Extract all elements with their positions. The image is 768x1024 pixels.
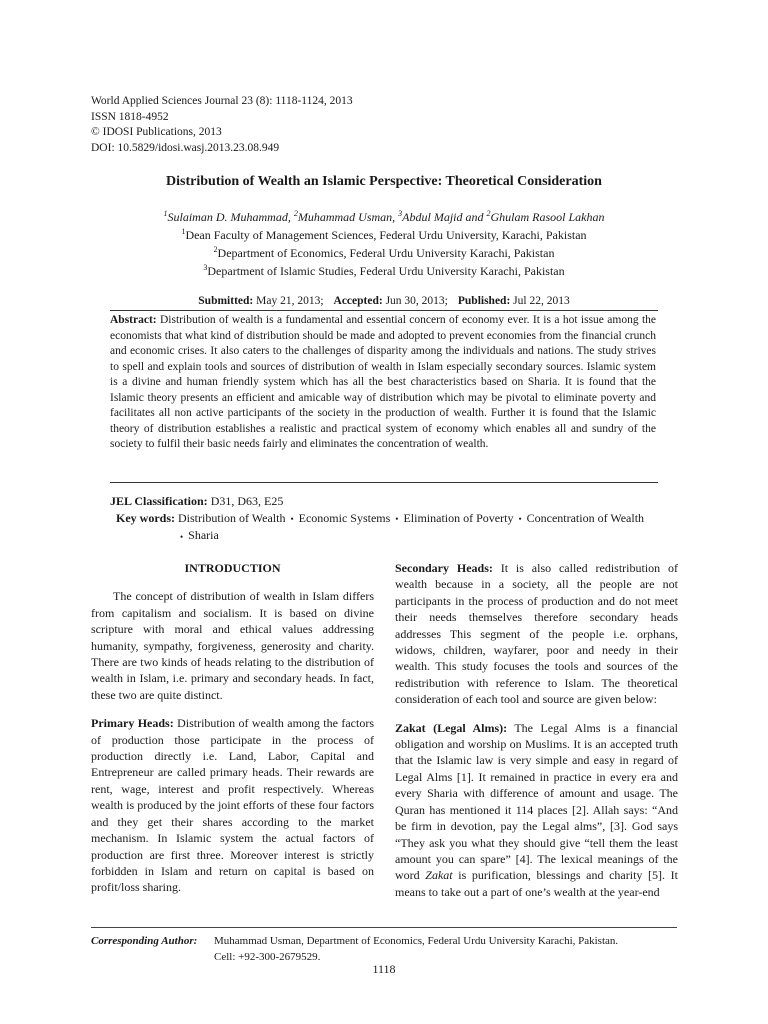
keyword: Economic Systems: [298, 511, 391, 525]
keyword: Distribution of Wealth: [178, 511, 286, 525]
abstract: [110, 313, 656, 453]
primary-heads-text: Distribution of wealth among the factors of production those participate in the process of production directly i.e. Land, Labor, Capital and Entrepreneur are called primary heads. Their rewards are rent, wage, interest and profit respectively. Whereas wealth is produced by the joint efforts of these four factors and they get their shares according to the market mechanism. In Islamic system the actual factors of production are first three. Moreover interest is strictly forbidden in Islam and return on capital is based on profit/loss sharing.: [91, 716, 374, 895]
published-label: Published:: [457, 295, 511, 307]
author-name: Ghulam Rasool Lakhan: [490, 210, 605, 224]
abstract-bottom-rule: [110, 482, 658, 483]
corresponding-author-label: Corresponding Author:: [91, 935, 198, 947]
secondary-heads-text: It is also called redistribution of wealth because in a society, all the people are not participants in the process of production and do not meet their needs themselves therefore secondary heads addresses This segment of the people i.e. orphans, widows, children, wayfarer, poor and needy in their wealth. This study focuses the tools and sources of the redistribution with reference to Islam. The theoretical consideration of each tool and source are given below:: [395, 561, 679, 707]
published-date: Jul 22, 2013: [510, 295, 570, 307]
affiliation-list: [0, 226, 768, 280]
keyword: Concentration of Wealth: [526, 511, 645, 525]
page-number: 1118: [372, 962, 396, 976]
affiliation-text: Department of Islamic Studies, Federal Urdu University Karachi, Pakistan: [207, 264, 565, 278]
keyword: Sharia: [188, 528, 219, 543]
bullet-icon: •: [518, 514, 522, 525]
bullet-icon: •: [180, 531, 184, 542]
author-sup: 1: [163, 209, 168, 218]
primary-heads-paragraph: [91, 715, 374, 895]
author-sup: 2: [486, 209, 491, 218]
footer-rule: [91, 927, 677, 928]
affiliation-sup: 3: [203, 263, 208, 272]
keywords: [116, 510, 660, 545]
corresponding-author: [91, 933, 619, 963]
zakat-paragraph: [395, 720, 678, 900]
author-name: Abdul Majid and: [402, 210, 487, 224]
affiliation-sup: 2: [213, 245, 218, 254]
zakat-text-continued: is purification, blessings and charity [5]. It means to take out a part of one’s wealth at the year-end: [395, 868, 678, 899]
affiliation: [0, 262, 768, 280]
affiliation-text: Department of Economics, Federal Urdu University Karachi, Pakistan: [217, 246, 555, 260]
affiliation-text: Dean Faculty of Management Sciences, Federal Urdu University, Karachi, Pakistan: [185, 228, 587, 242]
journal-masthead: [91, 94, 353, 156]
journal-copyright: © IDOSI Publications, 2013: [91, 126, 222, 138]
journal-citation: World Applied Sciences Journal 23 (8): 1118-1124, 2013: [91, 95, 353, 107]
author-sup: 3: [398, 209, 403, 218]
corresponding-author-phone: Cell: +92-300-2679529.: [214, 951, 321, 963]
journal-doi: DOI: 10.5829/idosi.wasj.2013.23.08.949: [91, 141, 280, 154]
paper-title: Distribution of Wealth an Islamic Perspective: Theoretical Consideration: [166, 174, 602, 189]
intro-paragraph: The concept of distribution of wealth in Islam differs from capitalism and socialism. It is based on divine scripture with moral and ethical values addressing humanity, sympathy, forgiveness, generosity and charity. There are two kinds of heads relating to the distribution of wealth in Islam, i.e. primary and secondary heads. In fact, these two are quite distinct.: [91, 589, 374, 702]
journal-issn: ISSN 1818-4952: [91, 110, 169, 123]
secondary-heads-paragraph: [395, 560, 678, 708]
submitted-label: Submitted:: [198, 295, 254, 307]
affiliation: [0, 244, 768, 262]
zakat-term: Zakat: [425, 868, 453, 883]
author-name: Muhammad Usman,: [297, 210, 399, 224]
keyword: Elimination of Poverty: [403, 511, 514, 525]
secondary-heads-label: Secondary Heads:: [395, 561, 493, 575]
left-column: [91, 560, 374, 908]
section-heading-introduction: INTRODUCTION: [184, 561, 281, 575]
bullet-icon: •: [395, 514, 399, 525]
right-column: [395, 560, 678, 912]
jel-label: JEL Classification:: [110, 494, 208, 508]
keywords-label: Key words:: [116, 511, 175, 525]
jel-classification: [110, 493, 283, 509]
abstract-label: Abstract:: [110, 314, 157, 326]
bullet-icon: •: [290, 514, 294, 525]
corresponding-author-text: Muhammad Usman, Department of Economics, Federal Urdu University Karachi, Pakistan.: [214, 935, 619, 947]
abstract-top-rule: [110, 310, 658, 311]
submitted-date: May 21, 2013;: [253, 295, 324, 307]
accepted-label: Accepted:: [333, 295, 383, 307]
affiliation: [0, 226, 768, 244]
zakat-text: The Legal Alms is a financial obligation and worship on Muslims. It is an accepted truth that the Islamic law is very simple and easy in regard of Legal Alms [1]. It remained in practice in every era and every Sharia with difference of amount and usage. The Quran has mentioned it 114 places [2]. Allah says: “And be firm in devotion, pay the Legal alms”, [3]. God says “They ask you what they should give “tell them the least amount you can spare” [4]. The lexical meanings of the word: [395, 720, 678, 883]
zakat-label: Zakat (Legal Alms):: [395, 720, 508, 735]
primary-heads-label: Primary Heads:: [91, 716, 174, 731]
jel-codes: D31, D63, E25: [207, 494, 284, 508]
abstract-text: Distribution of wealth is a fundamental and essential concern of economy ever. It is a hot issue among the economists that what kind of distribution should be made and adopted to prevent economies from the financial crunch and economic crises. It also caters to the challenges of disparity among the individuals and nations. The study strives to spell and explain tools and sources of distribution of wealth in Islam especially secondary sources. Islamic system is a divine and human friendly system which has all the best characteristics based on Sharia. It is found that the Islamic theory presents an efficient and amicable way of distribution which may be pivotal to eliminate poverty and facilitates all non active participants of the society in the production of wealth. Further it is found that the Islamic theory of distribution establishes a realistic and practical system of economy which enables all and sundry of the society to fulfil their basic needs fairly and eliminates the concentration of wealth.: [110, 314, 656, 450]
author-sup: 2: [293, 209, 298, 218]
accepted-date: Jun 30, 2013;: [382, 295, 448, 307]
author-list: [0, 209, 768, 226]
author-name: Sulaiman D. Muhammad,: [167, 210, 294, 224]
submission-dates: [0, 294, 768, 309]
affiliation-sup: 1: [181, 227, 186, 236]
